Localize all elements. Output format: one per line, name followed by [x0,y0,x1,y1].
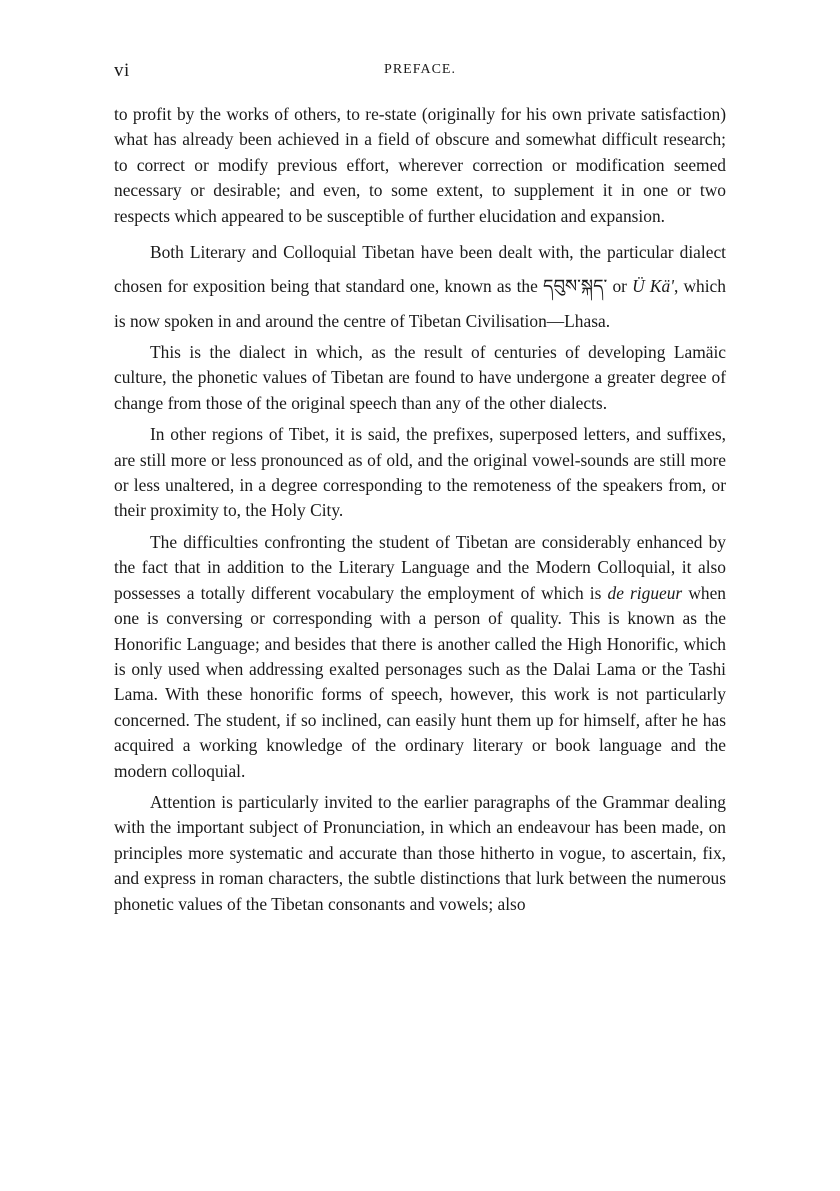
romanized-term: Ü Kä' [632,276,674,297]
paragraph-text: or [612,276,627,297]
paragraph-text: The difficulties confronting the student of Tibetan are considerably enhanced by the fact that in addition to the Literary Language and the Modern Colloquial, it also possesses a totally different vocabulary the employment of which is [114,531,726,603]
paragraph-other-regions: In other regions of Tibet, it is said, the prefixes, superposed letters, and suffixes, are still more or less pronounced as of old, and the original vowel-sounds are still more or less unaltered, in a degree corresponding to the remoteness of the speakers from, or their proximity to, the Holy City. [114,424,726,521]
paragraph-text: Both Literary and Colloquial Tibetan have been dealt with, the particular dialect chosen for exposition being that standard one, known as the [114,242,726,297]
paragraph-dialect [114,235,726,338]
paragraph-honorific [114,530,726,784]
paragraph-continuation: to profit by the works of others, to re-state (originally for his own private satisfaction) what has already been achieved in a field of obscure and somewhat difficult research; to correct or modify previous effort, wherever correction or modification seemed necessary or desirable; and even, to some extent, to supplement it in one or two respects which appeared to be susceptible of further elucidation and expansion. [114,104,726,226]
paragraph-text: when one is conversing or corresponding with a person of quality. This is known as the Honorific Language; and besides that there is another called the High Honorific, which is only used when addressing exalted personages such as the Dalai Lama or the Tashi Lama. With these honorific forms of speech, however, this work is not particularly concerned. The student, if so inclined, can easily hunt them up for himself, after he has acquired a working knowledge of the ordinary literary or book language and the modern colloquial. [114,582,726,781]
italic-term: de rigueur [607,582,683,603]
document-page [114,56,726,923]
paragraph-lhasa-dialect: This is the dialect in which, as the result of centuries of developing Lamäic culture, the phonetic values of Tibetan are found to have undergone a greater degree of change from those of the original speech than any of the other dialects. [114,342,726,413]
page-number: vi [114,60,130,81]
running-title: PREFACE. [384,62,456,77]
paragraph-text: , which is now spoken in and around the centre of Tibetan Civilisation—Lhasa. [114,276,726,332]
running-header [114,56,726,86]
paragraph-pronunciation: Attention is particularly invited to the earlier paragraphs of the Grammar dealing with the important subject of Pronunciation, in which an endeavour has been made, on principles more systematic and accurate than those hitherto in vogue, to ascertain, fix, and express in roman characters, the subtle distinctions that lurk between the numerous phonetic values of the Tibetan consonants and vowels; also [114,791,726,914]
body-text [114,102,726,917]
tibetan-script-word: དབུས་སྐད་ [543,276,608,298]
